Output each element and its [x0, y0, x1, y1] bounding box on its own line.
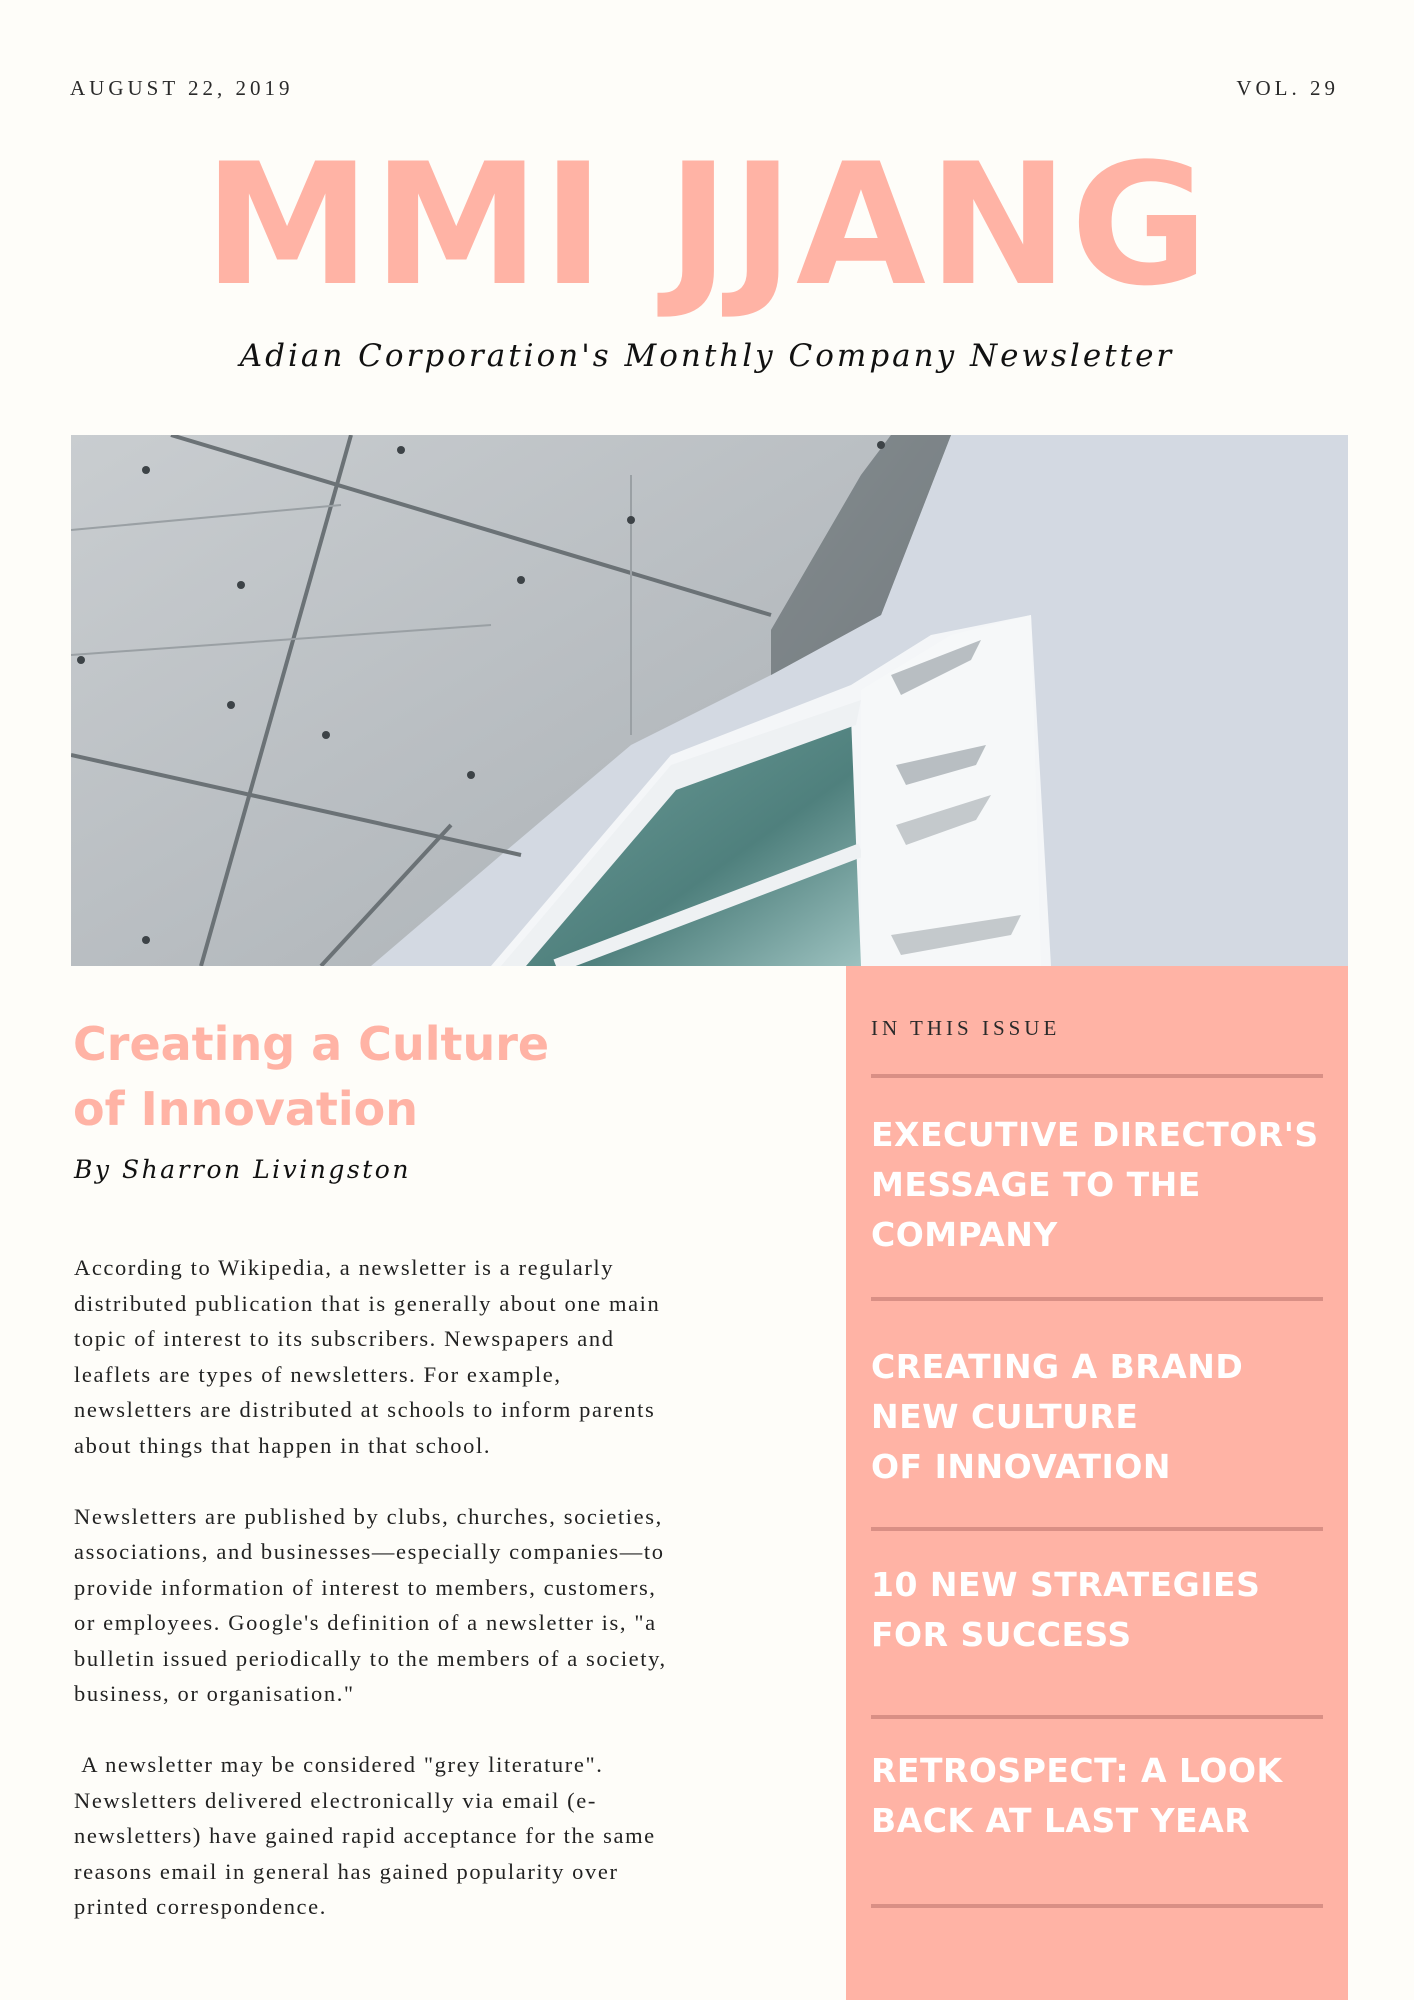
issue-item-line: COMPANY — [871, 1215, 1058, 1254]
issue-item-line: CREATING A BRAND — [871, 1347, 1244, 1386]
article-paragraph: According to Wikipedia, a newsletter is a regularly distributed publication that is generally about one main topic of interest to its subscribers. Newspapers and leaflets are types of newsletters. For example, newsletters are distributed at schools to inform parents about things that happen in that school. — [74, 1255, 661, 1458]
article-title-line: Creating a Culture — [73, 1017, 550, 1071]
hero-photo-building — [71, 435, 1348, 966]
article-title-line: of Innovation — [73, 1082, 418, 1136]
issue-date: AUGUST 22, 2019 — [70, 76, 294, 100]
issue-item-line: OF INNOVATION — [871, 1447, 1172, 1486]
issue-item-executive-message[interactable] — [871, 1110, 1331, 1260]
divider — [871, 1527, 1323, 1531]
article-title — [73, 1012, 773, 1142]
issue-item-line: 10 NEW STRATEGIES — [871, 1565, 1261, 1604]
article-paragraph: A newsletter may be considered "grey literature". Newsletters delivered electronically via email (e- newsletters) have gained rapid acceptance for the same reasons email in general has gained popularity over printed correspondence. — [74, 1752, 656, 1919]
article-byline: By Sharron Livingston — [74, 1155, 411, 1184]
divider — [871, 1074, 1323, 1078]
issue-item-new-strategies[interactable] — [871, 1560, 1331, 1660]
divider — [871, 1715, 1323, 1719]
article-body — [74, 1250, 774, 1960]
issue-item-line: NEW CULTURE — [871, 1397, 1139, 1436]
article-paragraph: Newsletters are published by clubs, churches, societies, associations, and businesses—especially companies—to provide information of interest to members, customers, or employees. Google's definition of a newsletter is, "a bulletin issued periodically to the members of a society, business, or organisation." — [74, 1503, 667, 1706]
issue-item-retrospect[interactable] — [871, 1746, 1331, 1846]
issue-item-culture-of-innovation[interactable] — [871, 1342, 1331, 1492]
issue-item-line: BACK AT LAST YEAR — [871, 1801, 1251, 1840]
newsletter-tagline: Adian Corporation's Monthly Company Newsletter — [239, 338, 1175, 374]
issue-item-line: EXECUTIVE DIRECTOR'S — [871, 1115, 1319, 1154]
in-this-issue-panel — [846, 966, 1348, 2000]
volume-number: VOL. 29 — [1236, 76, 1339, 100]
issue-item-line: MESSAGE TO THE — [871, 1165, 1201, 1204]
in-this-issue-heading: IN THIS ISSUE — [871, 1016, 1061, 1040]
newsletter-title: MMI JJANG — [203, 127, 1211, 323]
divider — [871, 1904, 1323, 1908]
issue-item-line: RETROSPECT: A LOOK — [871, 1751, 1283, 1790]
divider — [871, 1297, 1323, 1301]
issue-item-line: FOR SUCCESS — [871, 1615, 1132, 1654]
